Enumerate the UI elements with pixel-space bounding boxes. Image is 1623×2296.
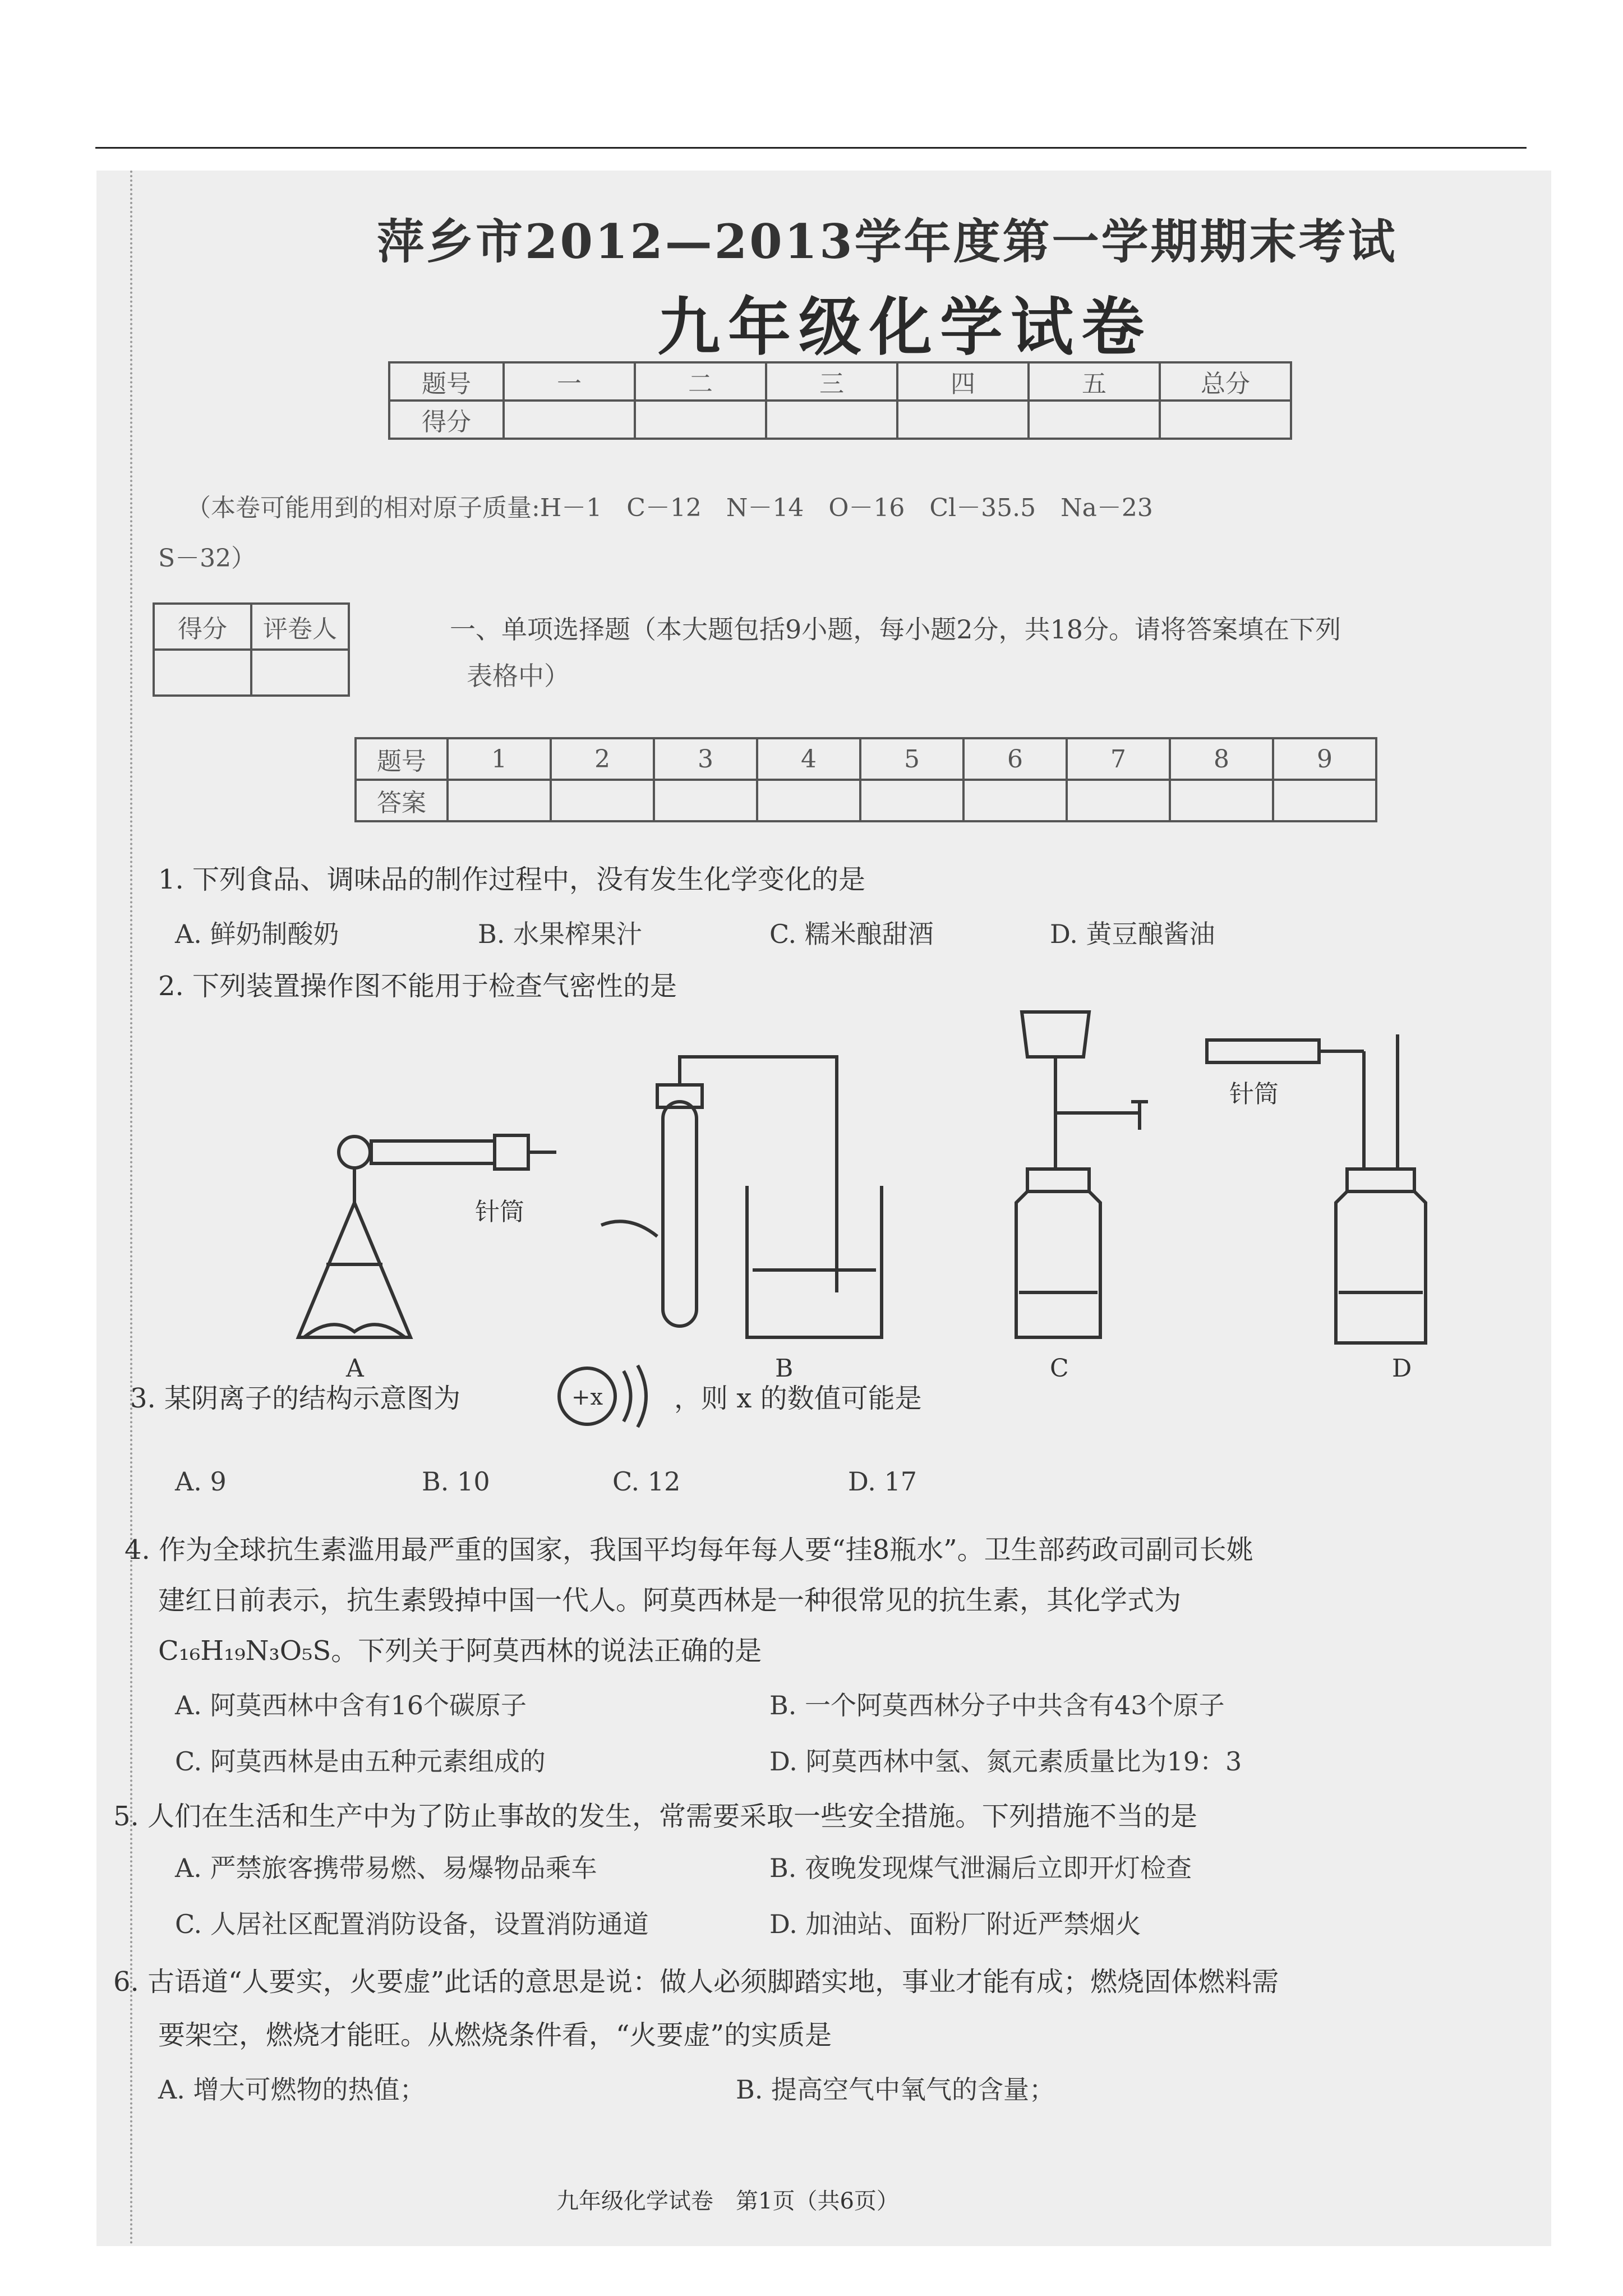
answer-header-cell: 7 <box>1067 738 1170 780</box>
question-1-option-a: A. 鲜奶制酸奶 <box>175 919 339 949</box>
answer-row-label: 答案 <box>356 780 448 821</box>
question-4-option-a: A. 阿莫西林中含有16个碳原子 <box>175 1690 527 1720</box>
question-4-line-2: 建红日前表示，抗生素毁掉中国一代人。阿莫西林是一种很常见的抗生素，其化学式为 <box>158 1585 1182 1616</box>
page-footer: 九年级化学试卷 第1页（共6页） <box>556 2188 899 2214</box>
figure-label-d: D <box>1392 1354 1412 1383</box>
figure-label-b: B <box>775 1354 794 1383</box>
atomic-mass-note: （本卷可能用到的相对原子质量:H－1 C－12 N－14 O－16 Cl－35.5 Na－23 <box>186 494 1153 522</box>
question-4-option-c: C. 阿莫西林是由五种元素组成的 <box>175 1746 546 1777</box>
grader-name-cell[interactable] <box>251 650 349 696</box>
question-5-option-b: B. 夜晚发现煤气泄漏后立即开灯检查 <box>769 1853 1192 1883</box>
question-6-option-a: A. 增大可燃物的热值； <box>158 2074 426 2105</box>
score-cell[interactable] <box>897 401 1029 439</box>
answer-cell[interactable] <box>654 780 757 821</box>
question-3-stem-start: 3. 某阴离子的结构示意图为 <box>130 1383 461 1414</box>
answer-cell[interactable] <box>1067 780 1170 821</box>
question-3-option-a: A. 9 <box>175 1466 227 1497</box>
score-header-cell: 总分 <box>1160 362 1291 401</box>
question-4-option-b: B. 一个阿莫西林分子中共含有43个原子 <box>769 1690 1225 1720</box>
nucleus-label: +x <box>571 1384 603 1410</box>
score-cell[interactable] <box>1160 401 1291 439</box>
question-5-option-a: A. 严禁旅客携带易燃、易爆物品乘车 <box>175 1853 597 1883</box>
question-6-option-b: B. 提高空气中氧气的含量； <box>736 2074 1055 2105</box>
score-cell[interactable] <box>1029 401 1160 439</box>
figure-label-c: C <box>1050 1354 1069 1383</box>
answer-header-cell: 4 <box>757 738 860 780</box>
answer-cell[interactable] <box>1170 780 1273 821</box>
question-3-stem-end: ，则 x 的数值可能是 <box>674 1383 922 1414</box>
question-3-option-d: D. 17 <box>848 1466 917 1497</box>
score-cell[interactable] <box>635 401 766 439</box>
answer-header-cell: 8 <box>1170 738 1273 780</box>
question-4-option-d: D. 阿莫西林中氢、氮元素质量比为19：3 <box>769 1746 1242 1777</box>
question-6-line-2: 要架空，燃烧才能旺。从燃烧条件看，“火要虚”的实质是 <box>158 2019 832 2051</box>
figure-label-a: A <box>346 1354 364 1383</box>
grader-score-cell[interactable] <box>154 650 251 696</box>
apparatus-b-drawing <box>601 1057 882 1337</box>
question-5-stem: 5. 人们在生活和生产中为了防止事故的发生，常需要采取一些安全措施。下列措施不当的是 <box>113 1801 1198 1832</box>
score-header-cell: 二 <box>635 362 766 401</box>
answer-cell[interactable] <box>551 780 654 821</box>
question-1-option-c: C. 糯米酿甜酒 <box>769 919 934 949</box>
exam-photo <box>96 171 1551 2246</box>
score-header-cell: 一 <box>504 362 635 401</box>
score-row-label: 得分 <box>389 401 504 439</box>
apparatus-a-drawing <box>298 1135 556 1337</box>
question-3-option-b: B. 10 <box>422 1466 490 1497</box>
question-3-option-c: C. 12 <box>612 1466 681 1497</box>
exam-subtitle: 九年级化学试卷 <box>657 291 1152 364</box>
question-4-line-3: C₁₆H₁₉N₃O₅S。下列关于阿莫西林的说法正确的是 <box>158 1635 762 1667</box>
apparatus-drawings <box>265 1001 1470 1393</box>
exam-title: 萍乡市2012—2013学年度第一学期期末考试 <box>377 214 1398 269</box>
answer-header-cell: 6 <box>963 738 1067 780</box>
question-2-stem: 2. 下列装置操作图不能用于检查气密性的是 <box>158 970 677 1002</box>
score-header-cell: 五 <box>1029 362 1160 401</box>
question-5-option-d: D. 加油站、面粉厂附近严禁烟火 <box>769 1909 1141 1939</box>
answer-header-cell: 2 <box>551 738 654 780</box>
answer-header-cell: 3 <box>654 738 757 780</box>
score-cell[interactable] <box>766 401 897 439</box>
section-heading: 一、单项选择题（本大题包括9小题，每小题2分，共18分。请将答案填在下列 <box>450 614 1341 645</box>
question-1-option-d: D. 黄豆酿酱油 <box>1050 919 1215 949</box>
apparatus-c-drawing <box>1016 1012 1148 1337</box>
top-rule <box>95 147 1527 149</box>
score-header-cell: 三 <box>766 362 897 401</box>
answer-header-cell: 5 <box>860 738 963 780</box>
answer-cell[interactable] <box>757 780 860 821</box>
question-4-line-1: 4. 作为全球抗生素滥用最严重的国家，我国平均每年每人要“挂8瓶水”。卫生部药政司副司长姚 <box>125 1534 1253 1566</box>
score-table <box>388 361 1292 440</box>
answer-cell[interactable] <box>448 780 551 821</box>
atomic-mass-note-cont: S－32） <box>158 544 256 573</box>
grader-score-label: 得分 <box>154 604 251 650</box>
score-header-cell: 题号 <box>389 362 504 401</box>
answer-cell[interactable] <box>963 780 1067 821</box>
answer-cell[interactable] <box>1273 780 1376 821</box>
grader-box <box>153 602 350 697</box>
ion-structure-diagram <box>556 1354 668 1438</box>
answer-header-cell: 9 <box>1273 738 1376 780</box>
section-heading-cont: 表格中） <box>467 661 570 691</box>
question-5-option-c: C. 人居社区配置消防设备，设置消防通道 <box>175 1909 649 1939</box>
answer-table <box>354 737 1377 822</box>
answer-header-cell: 题号 <box>356 738 448 780</box>
syringe-a-label: 针筒 <box>475 1198 524 1226</box>
score-header-cell: 四 <box>897 362 1029 401</box>
question-1-option-b: B. 水果榨果汁 <box>478 919 643 949</box>
score-cell[interactable] <box>504 401 635 439</box>
grader-name-label: 评卷人 <box>251 604 349 650</box>
question-1-stem: 1. 下列食品、调味品的制作过程中，没有发生化学变化的是 <box>158 864 866 895</box>
answer-cell[interactable] <box>860 780 963 821</box>
binding-line <box>130 171 132 2246</box>
question-6-line-1: 6. 古语道“人要实，火要虚”此话的意思是说：做人必须脚踏实地，事业才能有成；燃烧固体燃料需 <box>113 1966 1279 1998</box>
answer-header-cell: 1 <box>448 738 551 780</box>
syringe-d-label: 针筒 <box>1229 1080 1279 1108</box>
question-2-figures <box>265 1001 1470 1393</box>
